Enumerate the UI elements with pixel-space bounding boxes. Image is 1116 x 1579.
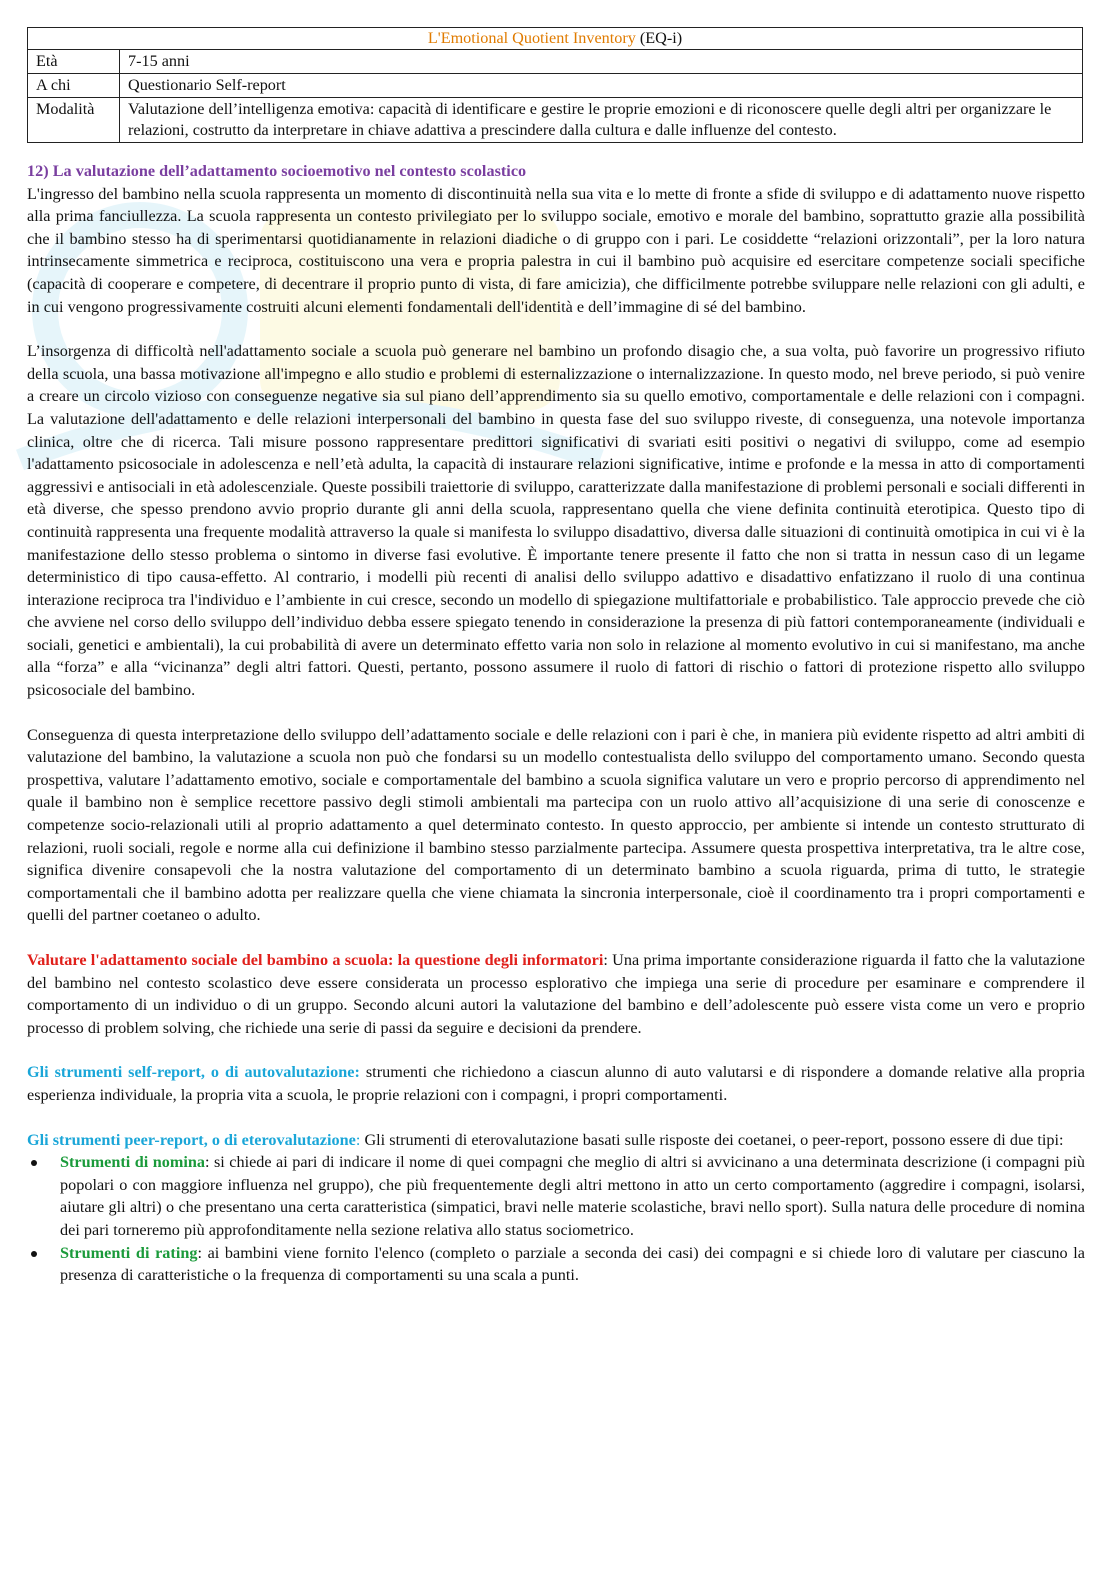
document-body [27, 160, 1085, 1287]
table-row [28, 74, 1083, 98]
peerreport-list [27, 1151, 1085, 1287]
section-heading: 12) La valutazione dell’adattamento socioemotivo nel contesto scolastico [27, 162, 527, 180]
peerreport-text: Gli strumenti di eterovalutazione basati sulle risposte dei coetanei, o peer-report, possono essere di due tipi: [360, 1130, 1064, 1149]
table-title [28, 28, 1083, 50]
table-row [28, 98, 1083, 143]
selfreport-heading: Gli strumenti self-report, o di autovalutazione: [27, 1063, 360, 1082]
informants-paragraph [27, 949, 1085, 1039]
table-value: 7-15 anni [120, 50, 1083, 74]
paragraph: L'ingresso del bambino nella scuola rappresenta un momento di discontinuità nella sua vita e lo mette di fronte a sfide di sviluppo e di adattamento nuove rispetto alla prima fanciullezza. La scuola rappresenta un contesto privilegiato per lo sviluppo sociale, emotivo e morale del bambino, soprattutto grazie alla possibilità che il bambino stesso ha di sperimentarsi quotidianamente in relazioni diadiche o di gruppo con i pari. Le cosiddette “relazioni orizzontali”, per la loro natura intrinsecamente simmetrica e reciproca, costituiscono una vera e propria palestra in cui il bambino può acquisire ed esercitare competenze sociali specifiche (capacità di cooperare e competere, di decentrare il proprio punto di vista, di fare amicizia), che difficilmente potrebbe sviluppare nelle relazioni con gli adulti, e in cui vengono progressivamente costruiti alcuni elementi fondamentali dell'identità e dell’immagine di sé del bambino. [27, 184, 1085, 316]
informants-heading: Valutare l'adattamento sociale del bambino a scuola: la questione degli informatori [27, 951, 604, 969]
bullet-icon [31, 1251, 37, 1257]
selfreport-text: strumenti che richiedono a ciascun alunno di auto valutarsi e di rispondere a domande relative alla propria esperienza individuale, la propria vita a scuola, le proprie relazioni con i compagni, i propri comportamenti. [27, 1063, 1085, 1104]
list-item [27, 1242, 1085, 1287]
table-value: Questionario Self-report [120, 74, 1083, 98]
table-row [28, 50, 1083, 74]
list-item-term: Strumenti di rating [60, 1243, 198, 1262]
peerreport-colon: : [355, 1130, 361, 1149]
selfreport-paragraph [27, 1061, 1085, 1106]
list-item-text: : si chiede ai pari di indicare il nome di quei compagni che meglio di altri si avvicinano a una determinata descrizione (i compagni più popolari o con maggiore influenza nel gruppo), che più frequentemente degli altri mettono in atto un certo comportamento (aggredire i compagni, isolarsi, aiutare gli altri) o che presentano una certa caratteristica (simpatici, bravi nelle materie scolastiche, bravi nello sport). Sulla natura delle procedure di nomina dei pari torneremo più approfonditamente nella sezione relativa allo status sociometrico. [60, 1153, 1085, 1239]
list-item-term: Strumenti di nomina [60, 1153, 206, 1172]
document-page [27, 27, 1085, 1287]
peerreport-paragraph [27, 1129, 1085, 1152]
table-title-main: L'Emotional Quotient Inventory [427, 29, 636, 47]
list-item [27, 1151, 1085, 1241]
table-key: A chi [28, 74, 120, 98]
table-value: Valutazione dell’intelligenza emotiva: capacità di identificare e gestire le proprie emozioni e di riconoscere quelle degli altri per organizzare le relazioni, costrutto da interpretare in chiave adattiva a prescindere dalla cultura e dalle influenze del contesto. [120, 98, 1083, 143]
table-title-abbr: (EQ-i) [639, 29, 683, 47]
peerreport-heading: Gli strumenti peer-report, o di eterovalutazione [27, 1130, 356, 1149]
table-key: Modalità [28, 98, 120, 143]
paragraph: L’insorgenza di difficoltà nell'adattamento sociale a scuola può generare nel bambino un profondo disagio che, a sua volta, può favorire un progressivo rifiuto della scuola, una bassa motivazione all'impegno e allo studio e problemi di esternalizzazione o internalizzazione. In questo modo, nel breve periodo, si può venire a creare un circolo vizioso con conseguenze negative sia sul piano dell’apprendimento sia su quello emotivo, comportamentale e delle relazioni con i compagni. La valutazione dell'adattamento e delle relazioni interpersonali del bambino in questa fase del suo sviluppo riveste, di conseguenza, una notevole importanza clinica, oltre che di ricerca. Tali misure possono rappresentare predittori significativi di svariati esiti positivi o negativi di sviluppo, come ad esempio l'adattamento psicosociale in adolescenza e nell’età adulta, la capacità di instaurare relazioni significative, intime e profonde e la messa in atto di comportamenti aggressivi e antisociali in età adolescenziale. Queste possibili traiettorie di sviluppo, caratterizzate dalla manifestazione di problemi personali e sociali differenti in età diverse, che spesso prendono avvio proprio durante gli anni della scuola, rappresentano quella che viene definita continuità eterotipica. Questo tipo di continuità rappresenta una frequente modalità attraverso la quale si manifesta lo sviluppo disadattivo, diversa dalle situazioni di continuità omotipica in cui vi è la manifestazione dello stesso problema o sintomo in diverse fasi evolutive. È importante tenere presente il fatto che non si tratta in nessun caso di un legame deterministico di tipo causa-effetto. Al contrario, i modelli più recenti di analisi dello sviluppo adattivo e disadattivo enfatizzano il ruolo di una continua interazione reciproca tra l'individuo e l’ambiente in cui cresce, secondo un modello di spiegazione multifattoriale e probabilistico. Tale approccio prevede che ciò che avviene nel corso dello sviluppo dell’individuo debba essere spiegato tenendo in considerazione la presenza di più fattori contemporaneamente (individuali e sociali, genetici e ambientali), la cui probabilità di avere un determinato effetto varia non solo in relazione al momento evolutivo in cui si manifestano, ma anche alla “forza” e alla “vicinanza” degli altri fattori. Questi, pertanto, possono assumere il ruolo di fattori di rischio o fattori di protezione rispetto allo sviluppo psicosociale del bambino. [27, 342, 1085, 700]
eq-i-table [27, 27, 1083, 143]
paragraph: Conseguenza di questa interpretazione dello sviluppo dell’adattamento sociale e delle relazioni con i pari è che, in maniera più evidente rispetto ad altri ambiti di valutazione del bambino, la valutazione a scuola non può che fondarsi su un modello contestualista dello sviluppo del comportamento umano. Secondo questa prospettiva, valutare l’adattamento emotivo, sociale e comportamentale del bambino a scuola significa valutare un vero e proprio percorso di apprendimento nel quale il bambino non è semplice recettore passivo degli stimoli ambientali ma partecipa con un ruolo attivo all’acquisizione di una serie di conoscenze e competenze socio-relazionali utili al proprio adattamento a quel determinato contesto. In questo approccio, per ambiente si intende un contesto strutturato di relazioni, ruoli sociali, regole e norme alla cui definizione il bambino stesso parzialmente partecipa. Assumere questa prospettiva interpretativa, tra le altre cose, significa divenire consapevoli che la nostra valutazione del comportamento di un determinato bambino a scuola riguarda, prima di tutto, le strategie comportamentali che il bambino adotta per realizzare quella che viene chiamata la sincronia interpersonale, cioè il coordinamento tra i propri comportamenti e quelli del partner coetaneo o adulto. [27, 725, 1085, 925]
informants-text: : Una prima importante considerazione riguarda il fatto che la valutazione del bambino nel contesto scolastico deve essere considerata un processo esplorativo che impiega una serie di procedure per esaminare e comprendere il comportamento di un individuo o di un gruppo. Secondo alcuni autori la valutazione del bambino e dell’adolescente può essere vista come un vero e proprio processo di problem solving, che richiede una serie di passi da seguire e decisioni da prendere. [27, 951, 1086, 1037]
list-item-text: : ai bambini viene fornito l'elenco (completo o parziale a seconda dei casi) dei compagni e si chiede loro di valutare per ciascuno la presenza di caratteristiche o la frequenza di comportamenti su una scala a punti. [60, 1243, 1085, 1285]
bullet-icon [31, 1160, 37, 1166]
table-key: Età [28, 50, 120, 74]
